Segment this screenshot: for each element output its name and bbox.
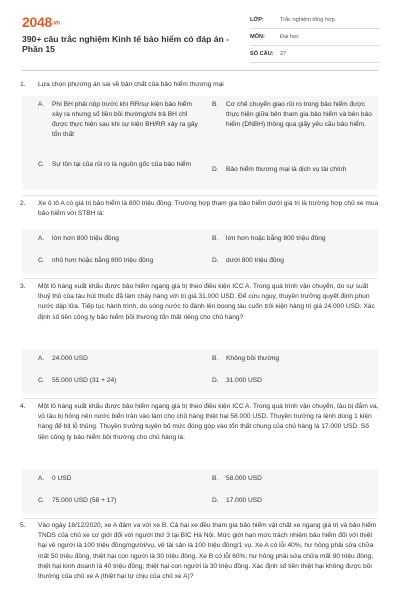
- option-text: Sự tồn tại của rủi ro là nguồn gốc của bảo hiểm: [52, 161, 191, 168]
- question-stem: Một lô hàng xuất khẩu được bảo hiểm ngang giá trị theo điều kiện ICC A. Trong quá trình vận chuyển, tàu bị đắm va, vỏ tàu bị hỏng nên nước biển tràn vào làm cho chủ hàng thiệt hại 58.000 USD. Thuyền trưởng ra lệnh dùng 1 kiện hàng để bịt lỗ thủng. Thuyền trưởng tuyên bố mức đóng góp vào tổn thất chung của chủ hàng là 17.000 USD. Số tiền công ty bảo hiểm bồi thường cho chủ hàng là:: [38, 403, 379, 441]
- question-stem: Vào ngày 18/12/2020, xe A đâm va với xe B. Cả hai xe đều tham gia bảo hiểm vật chất xe ngang giá trị và bảo hiểm TNDS của chủ xe cơ giới đối với người thứ 3 tại BIC Hà Nội. Mức giới hạn mức trách nhiệm bảo hiểm đối với thiệt hại về người là 100 triệu đồng/người/vụ, về tài sản là 100 triệu đồng/1 vụ. Xe A có lỗi 40%, hư hỏng phải sửa chữa mất 50 triệu đồng, thiệt hại con người là 30 triệu đồng. Xe B có lỗi 60%; hư hỏng phải sửa chữa mất 90 triệu đồng; thiệt hại kinh doanh là 40 triệu đồng; thiệt hại con người là 30 triệu đồng. Xác định số tiền thiệt hại không được bồi thường của chủ xe A (thiệt hại tự chịu của chủ xe A)?: [38, 522, 377, 581]
- option-text: lớn hơn hoặc bằng 800 triệu đồng: [226, 235, 326, 242]
- option-key: D.: [212, 257, 219, 264]
- option-key: D.: [212, 166, 219, 173]
- option-key: C.: [38, 377, 45, 384]
- header-divider: [22, 70, 378, 71]
- logo-suffix: .vn: [51, 20, 60, 27]
- meta-label: SỐ CÂU:: [250, 51, 274, 57]
- site-logo[interactable]: [22, 14, 60, 30]
- question-2: [20, 199, 380, 219]
- question-divider: [22, 278, 378, 279]
- meta-row-subject: [250, 29, 380, 46]
- option-text: 31.000 USD: [226, 377, 262, 384]
- meta-value: 27: [280, 51, 287, 57]
- option-text: 75.000 USD (58 + 17): [52, 497, 117, 504]
- option-text: lớn hơn 800 triệu đồng: [52, 235, 119, 242]
- meta-label: LỚP:: [250, 17, 264, 23]
- option-text: 0 USD: [52, 475, 72, 482]
- option-key: B.: [212, 101, 219, 108]
- option-text: Bảo hiểm thương mại là dịch vụ tài chính: [226, 166, 347, 173]
- option-key: B.: [212, 475, 219, 482]
- option-key: D.: [212, 497, 219, 504]
- question-number: 3.: [20, 283, 26, 290]
- meta-value: Đại học: [280, 34, 299, 40]
- question-3: [20, 282, 380, 323]
- option-key: C.: [38, 257, 45, 264]
- option-key: A.: [38, 101, 45, 108]
- question-stem: Lựa chọn phương án sai về bản chất của bảo hiểm thương mại: [38, 81, 224, 88]
- option-text: 55.000 USD (31 + 24): [52, 377, 117, 384]
- meta-value: Trắc nghiệm tổng hợp: [280, 17, 335, 23]
- option-text: Không bồi thường: [226, 355, 280, 362]
- document-title: 390+ câu trắc nghiệm Kinh tế bảo hiểm có đáp án - Phần 15: [22, 34, 230, 55]
- option-key: A.: [38, 235, 45, 242]
- question-number: 5.: [20, 522, 26, 529]
- logo-main: 2048: [22, 14, 52, 30]
- question-5: [20, 521, 380, 600]
- option-text: nhỏ hơn hoặc bằng 800 triệu đồng: [52, 257, 154, 264]
- option-key: D.: [212, 377, 219, 384]
- question-1: [20, 80, 380, 90]
- option-key: C.: [38, 497, 45, 504]
- option-key: A.: [38, 355, 45, 362]
- meta-row-class: [250, 12, 380, 29]
- option-key: B.: [212, 235, 219, 242]
- meta-label: MÔN:: [250, 34, 265, 40]
- question-divider: [22, 398, 378, 399]
- question-number: 4.: [20, 403, 26, 410]
- question-4: [20, 402, 380, 443]
- page-header: [0, 0, 400, 62]
- question-stem: Xe ô tô A có giá trị bảo hiểm là 800 triệu đồng. Trường hợp tham gia bảo hiểm dưới giá trị là trường hợp chủ xe mua bảo hiểm với STBH là:: [38, 200, 379, 218]
- option-key: A.: [38, 475, 45, 482]
- option-text: 24.000 USD: [52, 355, 88, 362]
- option-text: 17.000 USD: [226, 497, 262, 504]
- option-key: C.: [38, 161, 45, 168]
- option-text: 58.000 USD: [226, 475, 262, 482]
- question-divider: [22, 518, 378, 519]
- question-divider: [22, 195, 378, 196]
- option-text: Cơ chế chuyển giao rủi ro trong bảo hiểm được thực hiện giữa bên tham gia bảo hiểm và bên bảo hiểm (DNBH) thông qua giấy yêu cầu bảo hiểm.: [226, 101, 372, 128]
- option-key: B.: [212, 355, 219, 362]
- meta-row-count: [250, 46, 380, 63]
- question-stem: Một lô hàng xuất khẩu được bảo hiểm ngang giá trị theo điều kiện ICC A. Trong quá trình vận chuyển, do sự suất thuỷ thủ của tàu hút thuốc đã làm cháy hàng với trị giá 31.000 USD. Để cứu nguy, thuyền trưởng quyết định phun nước dập lửa. Tiếp tục hành trình, do sóng nước to đánh lên boong tàu cuốn trôi kiện hàng trị giá 24.000 USD. Xác định số tiền công ty bảo hiểm bồi thường tổn thất riêng cho chủ hàng?: [38, 283, 375, 321]
- option-text: dưới 800 triệu đồng: [226, 257, 284, 264]
- meta-table: [250, 12, 380, 63]
- question-number: 2.: [20, 200, 26, 207]
- question-number: 1.: [20, 81, 26, 88]
- option-text: Phí BH phải nộp trước khi RR/sự kiện bảo hiểm xảy ra nhưng số tiền bồi thường/chi trả BH chỉ được thực hiện sau khi sự kiện BH/RR xảy ra gây tổn thất: [52, 101, 198, 138]
